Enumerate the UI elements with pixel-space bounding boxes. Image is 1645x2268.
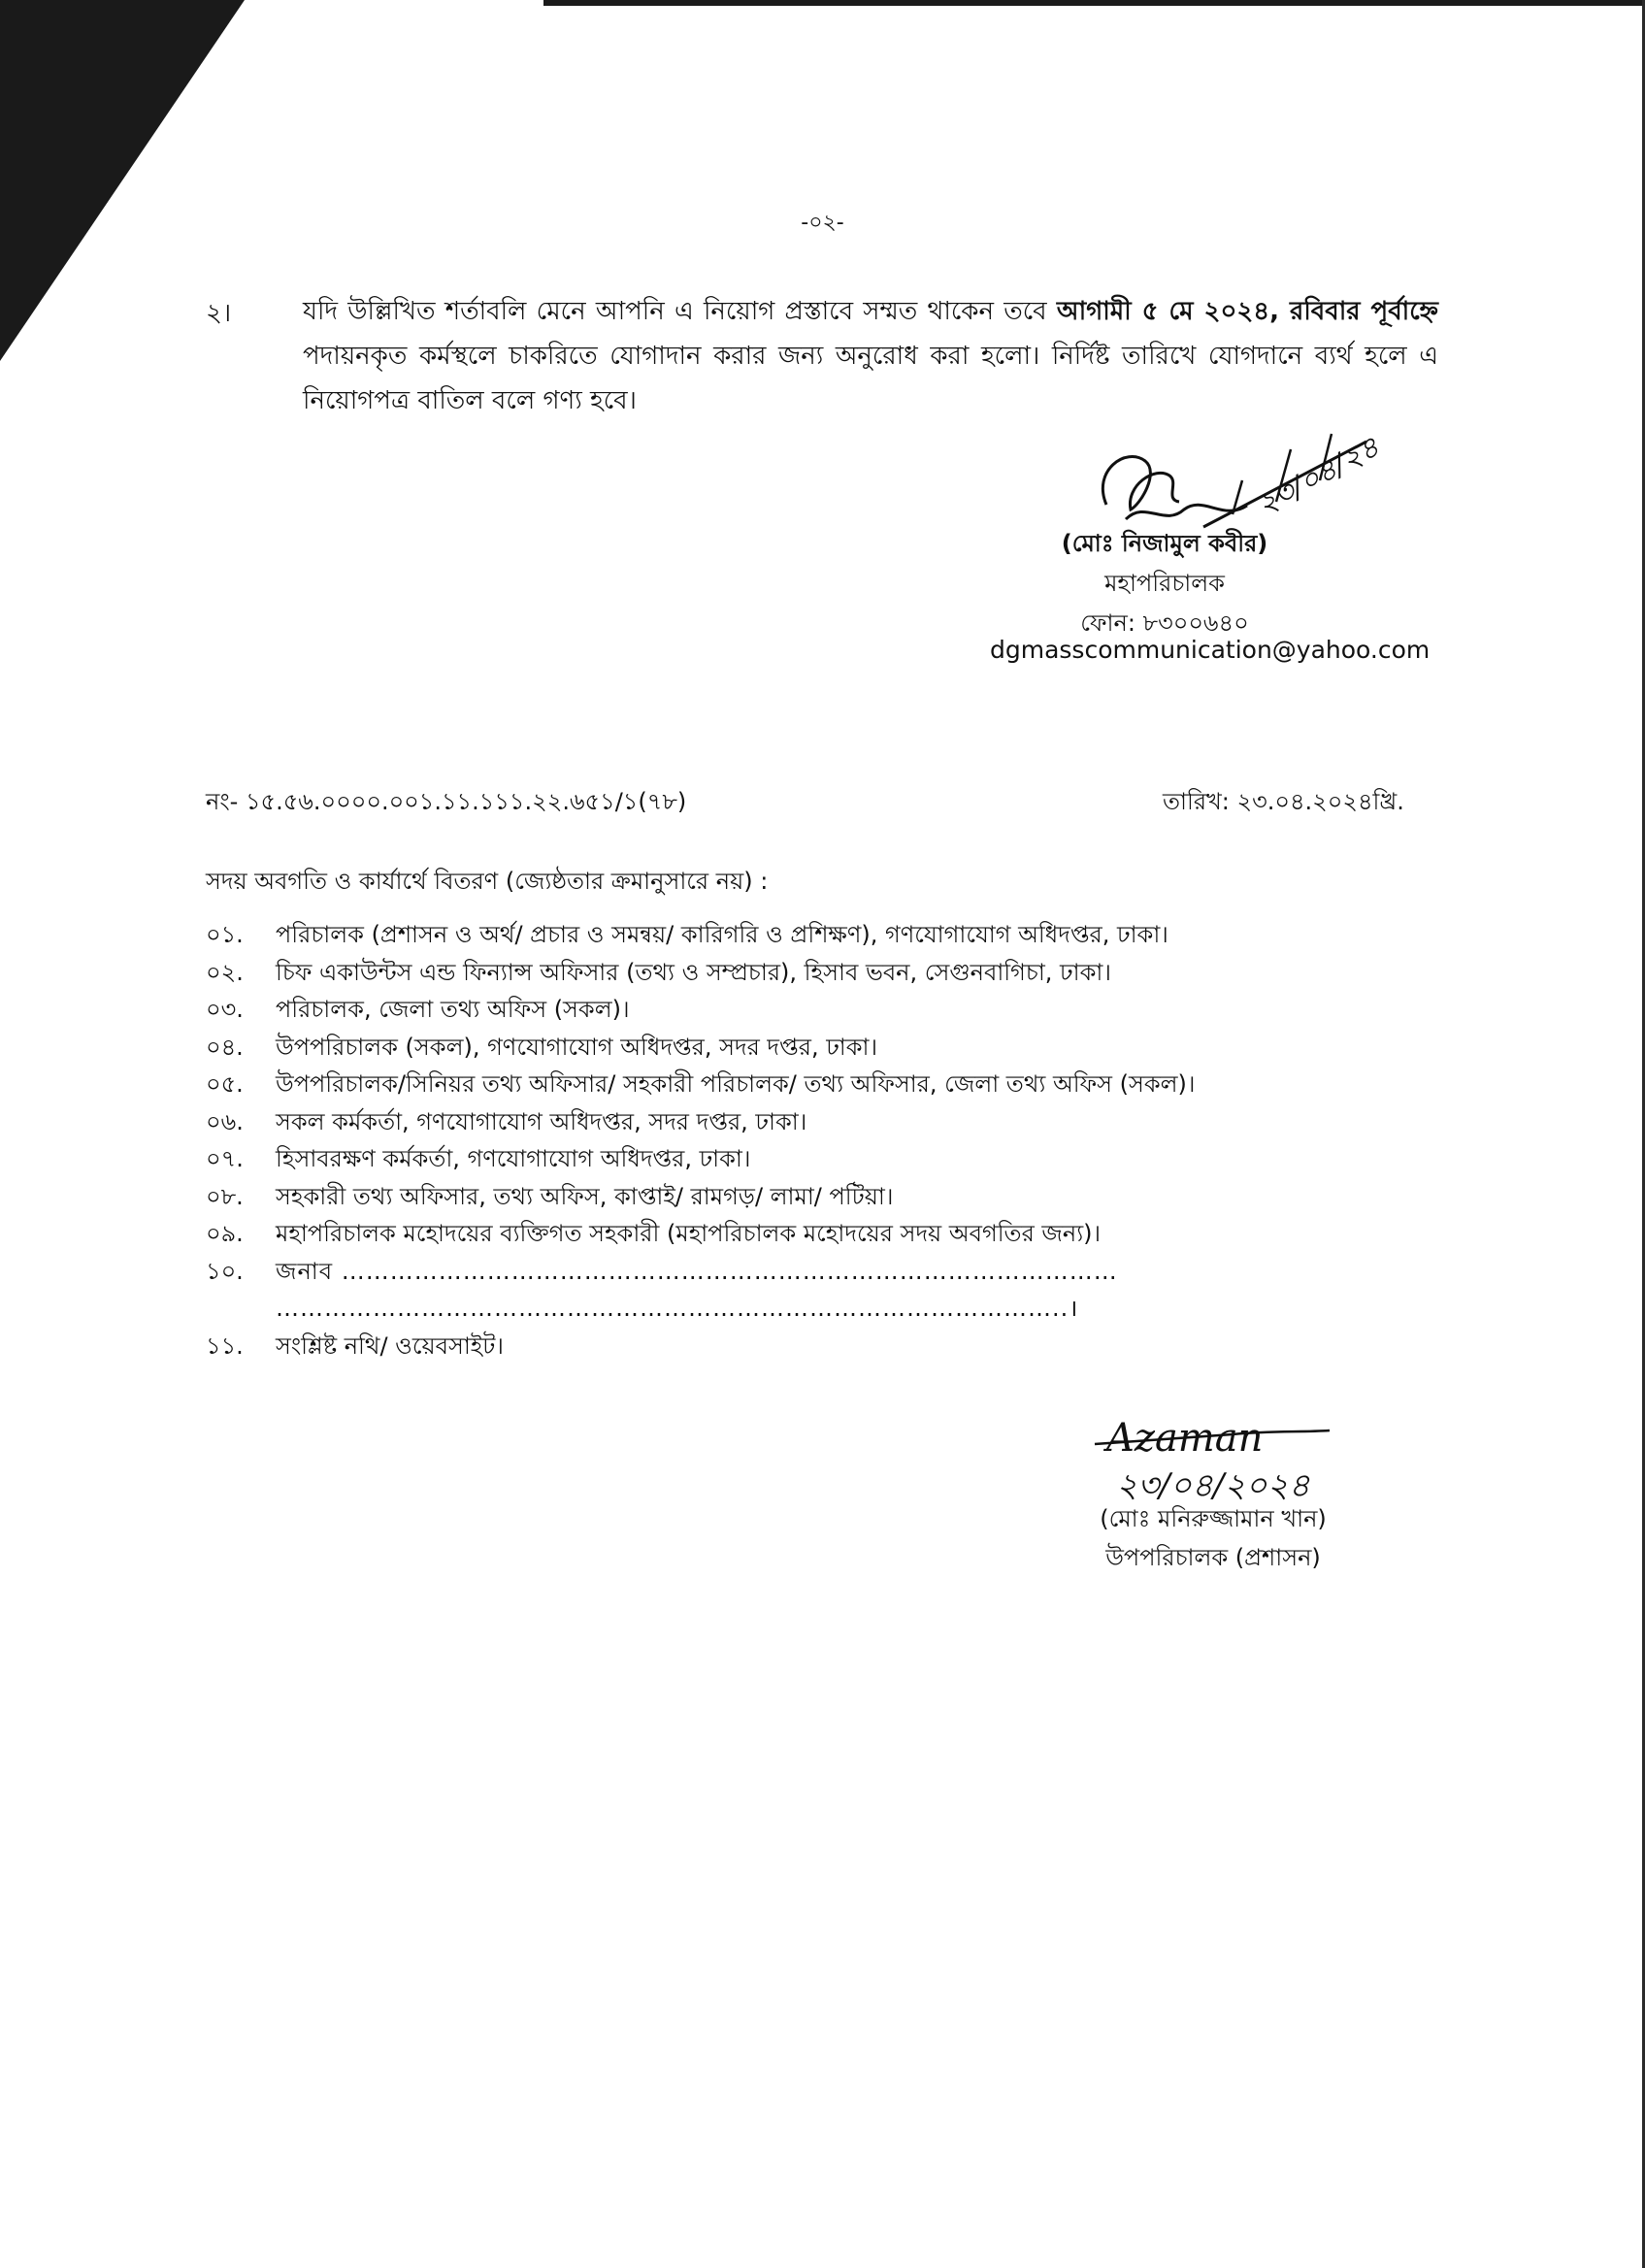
distribution-heading: সদয় অবগতি ও কার্যার্থে বিতরণ (জ্যেষ্ঠতার ক্রমানুসারে নয়) : <box>206 868 769 895</box>
dd-signature-date: ২৩/০৪/২০২৪ <box>1116 1466 1310 1505</box>
list-item-number: ০৩. <box>206 996 244 1023</box>
list-item <box>206 954 1438 992</box>
scan-top-edge <box>543 0 1645 6</box>
list-item-text: সংশ্লিষ্ট নথি/ ওয়েবসাইট। <box>276 1331 504 1360</box>
list-item-text: পরিচালক (প্রশাসন ও অর্থ/ প্রচার ও সমন্বয়/ কারিগরি ও প্রশিক্ষণ), গণযোগাযোগ অধিদপ্তর, ঢাকা। <box>276 921 1168 948</box>
list-item-number: ০৮. <box>206 1182 244 1210</box>
list-item <box>206 1103 1438 1141</box>
joining-instruction-paragraph <box>303 289 1438 423</box>
memo-date: তারিখ: ২৩.০৪.২০২৪খ্রি. <box>1163 788 1404 815</box>
list-item-number: ০৭. <box>206 1145 244 1172</box>
joining-date-bold: আগামী ৫ মে ২০২৪, রবিবার পূর্বাহ্নে <box>1056 297 1438 326</box>
dg-signature-date: ২৩/০৪/২৪ <box>1251 430 1386 523</box>
deputy-director-signature <box>1087 1417 1378 1509</box>
list-item-text: উপপরিচালক (সকল), গণযোগাযোগ অধিদপ্তর, সদর দপ্তর, ঢাকা। <box>276 1033 878 1061</box>
paragraph-text-start: যদি উল্লিখিত শর্তাবলি মেনে আপনি এ নিয়োগ প্রস্তাবে সম্মত থাকেন তবে <box>303 297 1057 326</box>
dg-name: (মোঃ নিজামুল কবীর) <box>1061 530 1268 557</box>
dg-email: dgmasscommunication@yahoo.com <box>990 636 1431 664</box>
list-item <box>206 1253 1438 1291</box>
list-item-text: সহকারী তথ্য অফিসার, তথ্য অফিস, কাপ্তাই/ রামগড়/ লামা/ পটিয়া। <box>276 1182 894 1210</box>
dd-signature-name: Azaman <box>1106 1416 1264 1461</box>
list-item-text: মহাপরিচালক মহোদয়ের ব্যক্তিগত সহকারী (মহাপরিচালক মহোদয়ের সদয় অবগতির জন্য)। <box>276 1220 1102 1247</box>
list-item <box>206 1178 1438 1216</box>
list-item-text: সকল কর্মকর্তা, গণযোগাযোগ অধিদপ্তর, সদর দপ্তর, ঢাকা। <box>276 1107 807 1135</box>
list-item-number: ০১. <box>206 921 244 948</box>
list-item <box>206 1140 1438 1178</box>
list-item <box>206 1066 1438 1103</box>
list-item-text: পরিচালক, জেলা তথ্য অফিস (সকল)। <box>276 996 630 1023</box>
dd-designation: উপপরিচালক (প্রশাসন) <box>1105 1544 1321 1571</box>
list-item-text: ……………………………………………………………………………………..। <box>276 1295 1079 1322</box>
page-number: -০২- <box>801 211 844 235</box>
list-item-number: ১০. <box>206 1257 244 1285</box>
list-item-number: ০৫. <box>206 1070 244 1098</box>
list-item <box>206 916 1438 954</box>
list-item-number: ১১. <box>206 1331 244 1360</box>
list-item-text: উপপরিচালক/সিনিয়র তথ্য অফিসার/ সহকারী পরিচালক/ তথ্য অফিসার, জেলা তথ্য অফিস (সকল)। <box>276 1070 1196 1098</box>
list-item <box>206 1290 1438 1328</box>
list-item-text: হিসাবরক্ষণ কর্মকর্তা, গণযোগাযোগ অধিদপ্তর, ঢাকা। <box>276 1145 751 1172</box>
list-item <box>206 1215 1438 1253</box>
dg-designation: মহাপরিচালক <box>1104 570 1225 597</box>
dg-phone: ফোন: ৮৩০০৬৪০ <box>1080 609 1249 637</box>
deputy-director-signature-block <box>1029 1499 1398 1577</box>
memo-number: নং- ১৫.৫৬.০০০০.০০১.১১.১১১.২২.৬৫১/১(৭৮) <box>206 788 687 815</box>
list-item-number: ০২. <box>206 958 244 986</box>
list-item-number: ০৪. <box>206 1033 244 1061</box>
list-item <box>206 1328 1438 1365</box>
list-item-text: জনাব …………………………………………………………………………………… <box>276 1257 1118 1285</box>
list-item <box>206 991 1438 1029</box>
list-item-number: ০৬. <box>206 1107 244 1135</box>
dg-signature-block <box>951 524 1378 643</box>
dd-name: (মোঃ মনিরুজ্জামান খান) <box>1100 1505 1327 1532</box>
list-item-number: ০৯. <box>206 1220 244 1247</box>
paragraph-text-end: পদায়নকৃত কর্মস্থলে চাকরিতে যোগাদান করার জন্য অনুরোধ করা হলো। নির্দিষ্ট তারিখে যোগদানে ব্যর্থ হলে এ নিয়োগপত্র বাতিল বলে গণ্য হবে। <box>303 342 1438 415</box>
list-item <box>206 1029 1438 1067</box>
list-item-text: চিফ একাউন্টস এন্ড ফিন্যান্স অফিসার (তথ্য ও সম্প্রচার), হিসাব ভবন, সেগুনবাগিচা, ঢাকা। <box>276 958 1111 986</box>
paragraph-number: ২। <box>206 299 232 328</box>
distribution-list <box>206 916 1438 1364</box>
